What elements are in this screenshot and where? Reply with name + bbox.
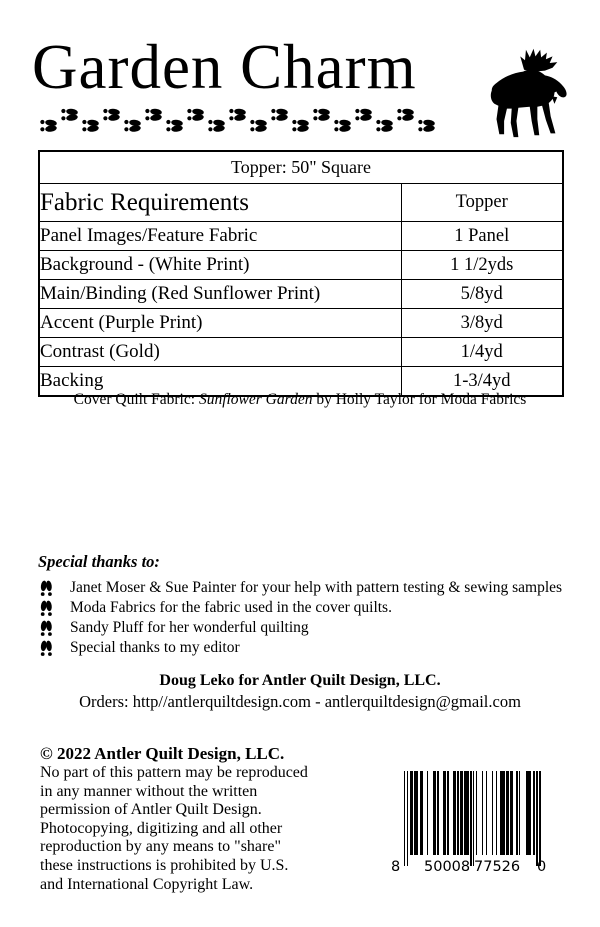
copyright-line: reproduction by any means to "share" — [40, 838, 281, 856]
table-header-row — [39, 184, 563, 222]
table-row — [39, 338, 563, 367]
fabric-label: Panel Images/Feature Fabric — [39, 222, 401, 251]
fabric-requirements-table — [38, 150, 564, 397]
copyright-line: and International Copyright Law. — [40, 875, 254, 893]
fabric-requirements-header: Fabric Requirements — [39, 184, 401, 222]
hoof-print-icon — [40, 118, 57, 133]
hoof-print-icon — [124, 118, 141, 133]
fabric-value: 1-3/4yd — [401, 367, 563, 397]
barcode-digit-left-group: 50008 — [424, 859, 471, 875]
copyright-line: these instructions is prohibited by U.S. — [40, 856, 289, 874]
table-row — [39, 309, 563, 338]
barcode-digit-last: 0 — [537, 859, 547, 875]
list-item — [38, 598, 578, 618]
barcode-digit-right-group: 77526 — [474, 859, 521, 875]
fabric-label: Background - (White Print) — [39, 251, 401, 280]
hoof-print-icon — [145, 107, 162, 122]
cover-fabric-name: Sunflower Garden — [198, 391, 313, 408]
barcode-bars — [404, 771, 554, 867]
hoof-print-icon — [271, 107, 288, 122]
fabric-value: 1 Panel — [401, 222, 563, 251]
cover-fabric-suffix: by Holly Taylor for Moda Fabrics — [312, 391, 527, 408]
hoof-print-icon — [313, 107, 330, 122]
hoof-print-icon — [61, 107, 78, 122]
copyright-line: Photocopying, digitizing and all other — [40, 819, 283, 837]
hoof-print-icon — [418, 118, 435, 133]
special-thanks-heading: Special thanks to: — [38, 552, 160, 571]
fabric-label: Contrast (Gold) — [39, 338, 401, 367]
hoof-print-icon — [40, 640, 53, 657]
moose-silhouette-icon — [481, 45, 569, 140]
cover-fabric-prefix: Cover Quilt Fabric: — [73, 391, 199, 408]
copyright-heading: © 2022 Antler Quilt Design, LLC. — [40, 744, 285, 763]
list-item — [38, 578, 578, 598]
hoof-print-icon — [208, 118, 225, 133]
list-item — [38, 618, 578, 638]
copyright-block — [40, 744, 370, 894]
table-row — [39, 280, 563, 309]
fabric-label: Accent (Purple Print) — [39, 309, 401, 338]
topper-column-header: Topper — [401, 184, 563, 222]
fabric-label: Backing — [39, 367, 401, 397]
special-thanks-section — [38, 552, 578, 658]
fabric-value: 1 1/2yds — [401, 251, 563, 280]
fabric-value: 5/8yd — [401, 280, 563, 309]
fabric-value: 3/8yd — [401, 309, 563, 338]
hoof-print-icon — [334, 118, 351, 133]
hoof-print-icon — [40, 580, 53, 597]
cover-fabric-caption — [0, 391, 600, 409]
table-row — [39, 251, 563, 280]
fabric-value: 1/4yd — [401, 338, 563, 367]
hoof-print-icon — [376, 118, 393, 133]
thanks-text: Special thanks to my editor — [70, 639, 240, 656]
table-size-row — [39, 151, 563, 184]
track-trail — [40, 107, 460, 137]
hoof-print-icon — [355, 107, 372, 122]
size-caption: Topper: 50" Square — [39, 151, 563, 184]
barcode-digit-first: 8 — [391, 859, 401, 875]
copyright-line: No part of this pattern may be reproduced — [40, 764, 308, 781]
hoof-print-icon — [187, 107, 204, 122]
hoof-print-icon — [166, 118, 183, 133]
list-item — [38, 638, 578, 658]
hoof-print-icon — [397, 107, 414, 122]
hoof-print-icon — [82, 118, 99, 133]
page-title: Garden Charm — [32, 32, 417, 102]
orders-contact-line: Orders: http//antlerquiltdesign.com - antlerquiltdesign@gmail.com — [79, 692, 521, 711]
hoof-print-icon — [229, 107, 246, 122]
copyright-line: in any manner without the written — [40, 782, 258, 800]
designer-credit-line: Doug Leko for Antler Quilt Design, LLC. — [159, 672, 441, 689]
fabric-label: Main/Binding (Red Sunflower Print) — [39, 280, 401, 309]
hoof-print-icon — [103, 107, 120, 122]
hoof-print-icon — [292, 118, 309, 133]
thanks-text: Janet Moser & Sue Painter for your help with pattern testing & sewing samples — [70, 579, 563, 596]
thanks-text: Moda Fabrics for the fabric used in the cover quilts. — [70, 599, 392, 616]
hoof-print-icon — [250, 118, 267, 133]
upc-barcode — [391, 771, 554, 883]
hoof-print-icon — [40, 600, 53, 617]
copyright-line: permission of Antler Quilt Design. — [40, 801, 262, 819]
table-row — [39, 222, 563, 251]
thanks-text: Sandy Pluff for her wonderful quilting — [70, 619, 309, 636]
hoof-print-icon — [40, 620, 53, 637]
